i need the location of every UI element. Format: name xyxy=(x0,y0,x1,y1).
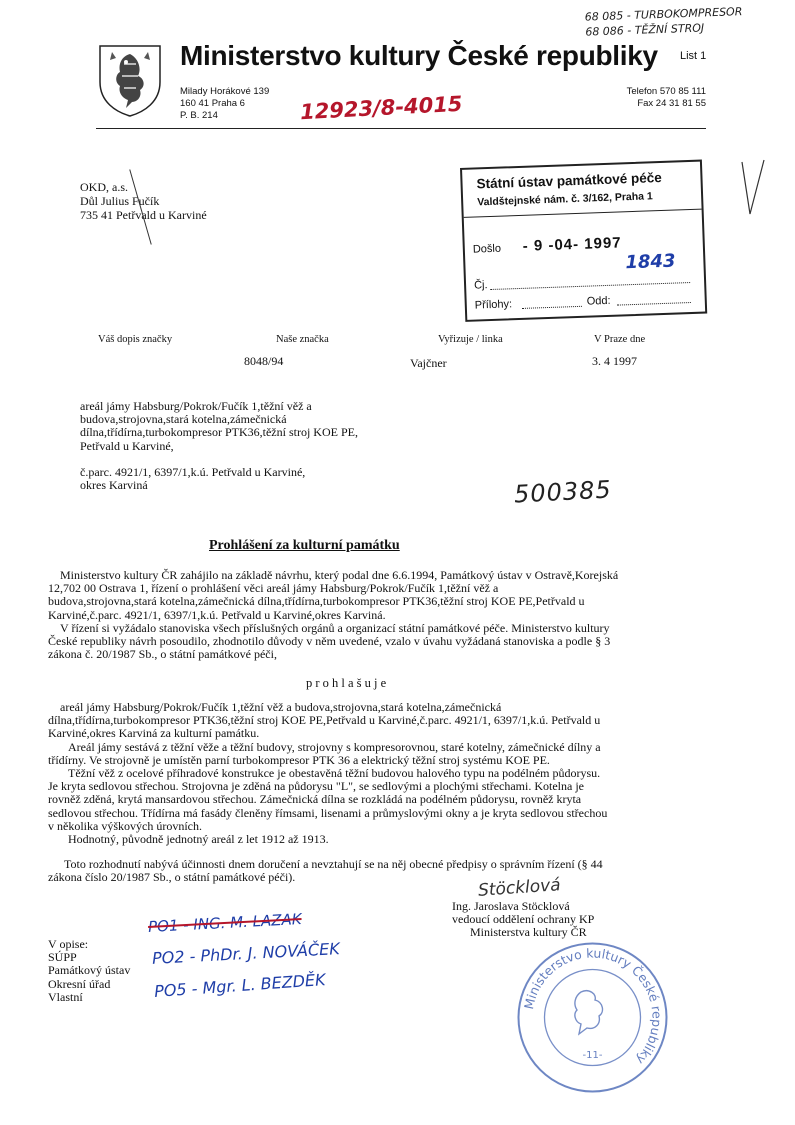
paragraph-line: třídírny. Ve strojovně je umístěn parní turbokompresor PTK 36 a elektrický těžní stroj systému KOE PE. xyxy=(48,752,550,767)
received-stamp xyxy=(460,160,707,322)
ref-header-handled-by: Vyřizuje / linka xyxy=(438,334,503,345)
handwritten-note-line: 68 086 - TĚŽNÍ STROJ xyxy=(585,21,705,39)
paragraph-line: 12,702 00 Ostrava 1, řízení o prohlášení věci areál jámy Habsburg/Pokrok/Fučík 1,těžní věž a xyxy=(48,581,499,596)
ref-header-date: V Praze dne xyxy=(594,334,646,345)
stamp-address: Valdštejnské nám. č. 3/162, Praha 1 xyxy=(477,190,654,209)
paragraph-line: V řízení si vyžádalo stanoviska všech příslušných orgánů a organizací státní památkové péče. Ministerstvo kultury xyxy=(60,620,610,635)
subject-block xyxy=(80,400,440,453)
paragraph-line: Je kryta sedlovou střechou. Strojovna je zděná na půdorysu "L", se sedlovými a plochými střechami. Kotelna je xyxy=(48,779,584,794)
handwritten-reference: 12923/8-4015 xyxy=(299,91,464,125)
paragraph-line: Karviné,okres Karviná za kulturní památku. xyxy=(48,726,260,741)
subject-line: Petřvald u Karviné, xyxy=(80,438,174,453)
ref-header-your-letter: Váš dopis značky xyxy=(98,334,173,345)
parcel-line: okres Karviná xyxy=(80,478,148,493)
paragraph-line: České republiky návrh posoudilo, zhodnotilo důvody v něm uvedené, vzalo v úvahu vyžádaná stanoviska a podle § 3 xyxy=(48,634,611,649)
paragraph-line: Ministerstvo kultury ČR zahájilo na základě návrhu, který podal dne 6.6.1994, Památkový ústav v Ostravě,Korejská xyxy=(60,568,619,582)
subject-line: areál jámy Habsburg/Pokrok/Fučík 1,těžní věž a xyxy=(80,399,312,413)
fax-text: Fax 24 31 81 55 xyxy=(637,98,706,109)
paragraph-line: budova,strojovna,stará kotelna,zámečnická dílna,třídírna,turbokompresor PTK36,těžní stroj KOE PE,Petřvald u xyxy=(48,594,585,609)
signatory-name: Ing. Jaroslava Stöcklová xyxy=(452,899,570,913)
signature-scribble: Stöcklová xyxy=(477,875,562,901)
recipient-line: Důl Julius Fučík xyxy=(80,194,160,208)
paragraph-line: areál jámy Habsburg/Pokrok/Fučík 1,těžní věž a budova,strojovna,stará kotelna,zámečnická xyxy=(60,700,502,714)
ref-value-our-ref: 8048/94 xyxy=(244,354,284,368)
paragraph-line: Areál jámy sestává z těžní věže a těžní budovy, strojovny s kompresorovnou, staré kotelny, zámečnické dílny a xyxy=(68,739,601,754)
handwritten-record-number: 1843 xyxy=(625,250,676,274)
copies-item: Vlastní xyxy=(48,989,83,1004)
paragraph-line: Hodnotný, původně jednotný areál z let 1912 až 1913. xyxy=(68,832,329,847)
round-stamp-icon xyxy=(515,940,670,1095)
stamp-divider xyxy=(464,209,702,218)
paragraph-line: dílna,třídírna,turbokompresor PTK36,těžní stroj KOE PE,Petřvald u Karviné,č.parc. 4921/1, 6397/1,k.ú. Petřvald u xyxy=(48,713,601,728)
paragraph-line: zákona č. 20/1987 Sb., o státní památkové péči, xyxy=(48,647,277,662)
letterhead-address xyxy=(180,86,269,122)
handwritten-copy-line: PO2 - PhDr. J. NOVÁČEK xyxy=(151,939,341,968)
handwritten-copy-line xyxy=(148,910,302,936)
attachments-dots xyxy=(522,306,582,309)
paragraph-declaration xyxy=(48,701,693,846)
paragraph-proceedings xyxy=(48,569,693,661)
telephone-text: Telefon 570 85 111 xyxy=(626,86,706,97)
ref-value-date: 3. 4 1997 xyxy=(592,354,637,368)
handwritten-note-line: 68 085 - TURBOKOMPRESOR xyxy=(584,5,743,24)
ref-header-our-ref: Naše značka xyxy=(276,334,329,345)
stamp-title: Státní ústav památkové péče xyxy=(476,169,663,192)
declares-heading: p r o h l a š u j e xyxy=(306,676,387,690)
paragraph-line: v několika výškových úrovních. xyxy=(48,818,202,833)
address-line: 160 41 Praha 6 xyxy=(180,98,245,109)
handwritten-note-top xyxy=(585,2,791,39)
ref-value-handled-by: Vajčner xyxy=(410,356,447,370)
signatory-role: vedoucí oddělení ochrany KP xyxy=(452,912,595,927)
paragraph-line: sedlovou střechou. Třídírna má fasády členěny římsami, lisenami a průmyslovými okny a je kryta sedlovou střechou xyxy=(48,805,608,820)
attachments-label: Přílohy: xyxy=(474,298,513,312)
subject-line: budova,strojovna,stará kotelna,zámečnická xyxy=(80,412,287,427)
parcel-line: č.parc. 4921/1, 6397/1,k.ú. Petřvald u Karviné, xyxy=(80,465,306,479)
copies-block xyxy=(48,938,130,1004)
cj-label: Čj. xyxy=(473,279,488,292)
copies-label: V opise: xyxy=(48,937,89,951)
parcel-block xyxy=(80,466,440,492)
recipient-line: OKD, a.s. xyxy=(80,180,128,194)
signatory-block xyxy=(452,900,594,940)
paragraph-effect xyxy=(48,858,693,884)
paragraph-line: Karviné,č.parc. 4921/1, 6397/1,k.ú. Petřvald u Karviné,okres Karviná. xyxy=(48,607,386,622)
received-date: - 9 -04- 1997 xyxy=(522,234,622,255)
letterhead-contact xyxy=(560,86,706,110)
copies-item: SÚPP xyxy=(48,950,77,965)
handwritten-copy-text: PO1 - ING. M. LAZAK xyxy=(147,909,302,937)
handwritten-copy-line: PO5 - Mgr. L. BEZDĚK xyxy=(153,970,327,1001)
paragraph-line: zákona číslo 20/1987 Sb., o státní památkové péči). xyxy=(48,870,296,885)
received-label: Došlo xyxy=(472,242,502,256)
signatory-institution: Ministerstva kultury ČR xyxy=(470,925,587,940)
letterhead-divider xyxy=(96,128,706,129)
document-heading: Prohlášení za kulturní památku xyxy=(209,538,400,553)
copies-item: Památkový ústav xyxy=(48,963,131,978)
letterhead-title: Ministerstvo kultury České republiky xyxy=(180,40,658,71)
address-line: Milady Horákové 139 xyxy=(180,86,270,97)
paragraph-line: Těžní věž z ocelové příhradové konstrukce je obestavěná těžní budovou halového typu na podélném půdorysu. xyxy=(68,766,601,781)
paragraph-line: Toto rozhodnutí nabývá účinnosti dnem doručení a nevztahují se na něj obecné předpisy o správním řízení (§ 44 xyxy=(64,857,603,871)
handwritten-number: 500385 xyxy=(513,475,613,509)
sheets-dots xyxy=(617,302,691,306)
recipient-line: 735 41 Petřvald u Karviné xyxy=(80,208,207,222)
pen-stroke xyxy=(740,158,766,218)
coat-of-arms-icon xyxy=(96,42,164,118)
round-stamp-text: Ministerstvo kultury České republiky xyxy=(521,945,665,1068)
address-line: P. B. 214 xyxy=(180,110,218,121)
cj-dots xyxy=(490,282,690,290)
paragraph-line: rovněž zděná, krytá mansardovou střechou. Zámečnická dílna se rozkládá na podélném půdorysu, rovněž kryta xyxy=(48,792,582,807)
page-label: List 1 xyxy=(680,50,707,62)
sheets-label: Odd: xyxy=(586,294,611,308)
copies-item: Okresní úřad xyxy=(48,976,111,991)
subject-line: dílna,třídírna,turbokompresor PTK36,těžní stroj KOE PE, xyxy=(80,425,358,440)
round-stamp-number: -11- xyxy=(582,1050,603,1061)
